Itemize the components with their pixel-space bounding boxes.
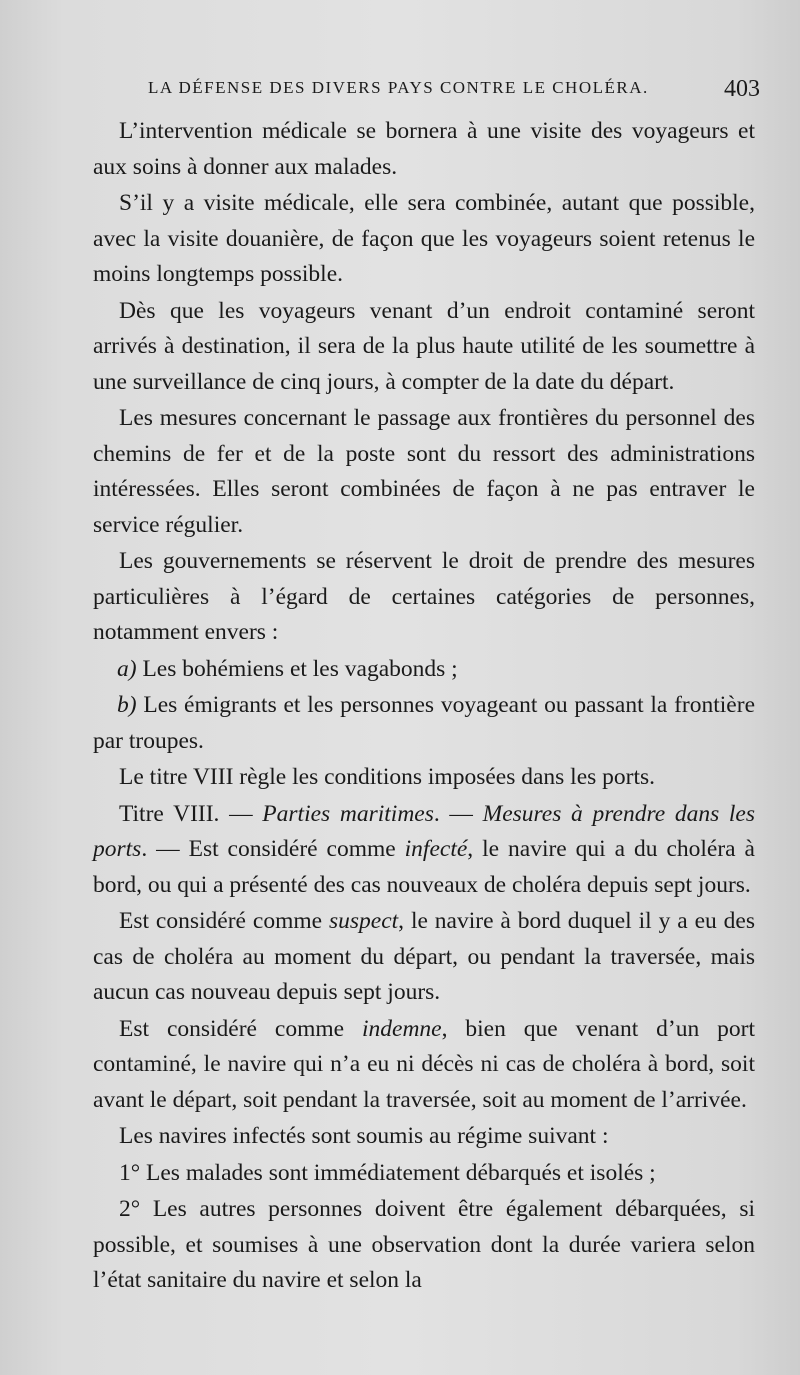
- paragraph-regle-2: 2° Les autres personnes doivent être également débarquées, si possible, et soumises à une observation dont la durée variera selon l’état sanitaire du navire et selon la: [93, 1196, 755, 1293]
- text-segment: . — Est considéré comme: [141, 836, 405, 862]
- text-segment: Est considéré comme: [119, 908, 329, 934]
- paragraph-navire-suspect: [93, 904, 755, 1011]
- list-item-a: [93, 652, 755, 688]
- text-segment: , bien que venant d’un port contaminé, le navire qui n’a eu ni décès ni cas de choléra à bord, soit avant le départ, soit pendant la traversée, soit au moment de l’arrivée.: [93, 1015, 755, 1113]
- paragraph-navire-infecte: [93, 797, 755, 904]
- list-text-b: Les émigrants et les personnes voyageant ou passant la frontière par troupes.: [93, 692, 755, 754]
- running-title: LA DÉFENSE DES DIVERS PAYS CONTRE LE CHOLÉRA.: [148, 78, 649, 97]
- body-text: [93, 114, 755, 1299]
- list-text-a: Les bohémiens et les vagabonds ;: [136, 655, 458, 682]
- text-segment: , le navire à bord duquel il y a eu des cas de choléra au moment du départ, ou pendant la traversée, mais aucun cas nouveau depuis sept jours.: [93, 908, 755, 1005]
- paragraph-regime-suivant: Les navires infectés sont soumis au régime suivant :: [119, 1123, 609, 1149]
- paragraph-navire-indemne: [93, 1012, 755, 1119]
- italic-segment: suspect: [328, 908, 399, 934]
- text-segment: , le navire qui a du choléra à bord, ou qui a présenté des cas nouveaux de choléra depuis sept jours.: [93, 836, 755, 898]
- italic-segment: Mesures à prendre dans les ports: [93, 800, 756, 862]
- paragraph-visite-douaniere: S’il y a visite médicale, elle sera combinée, autant que possible, avec la visite douanière, de façon que les voyageurs soient retenus le moins longtemps possible.: [93, 190, 755, 287]
- list-item-b: [93, 688, 755, 759]
- paragraph-titre-viii-intro: Le titre VIII règle les conditions imposées dans les ports.: [119, 764, 656, 790]
- page-number: 403: [724, 76, 760, 102]
- italic-segment: indemne: [361, 1015, 442, 1042]
- paragraph-visite-medicale: L’intervention médicale se bornera à une visite des voyageurs et aux soins à donner aux malades.: [93, 118, 755, 180]
- italic-segment: Parties maritimes: [262, 800, 434, 827]
- text-segment: Est considéré comme: [119, 1015, 362, 1042]
- paragraph-surveillance: Dès que les voyageurs venant d’un endroit contaminé seront arrivés à destination, il sera de la plus haute utilité de les soumettre à une surveillance de cinq jours, à compter de la date du départ.: [93, 297, 755, 395]
- page-header: [148, 76, 760, 106]
- paragraph-regle-1: 1° Les malades sont immédiatement débarqués et isolés ;: [119, 1159, 656, 1186]
- paragraph-personnel-frontieres: Les mesures concernant le passage aux frontières du personnel des chemins de fer et de la poste sont du ressort des administrations intéressées. Elles seront combinées de façon à ne pas entraver le service régulier.: [93, 405, 755, 538]
- list-marker-a: a): [117, 655, 137, 682]
- list-marker-b: b): [117, 692, 137, 718]
- italic-segment: infecté: [404, 836, 468, 862]
- paragraph-mesures-particulieres: Les gouvernements se réservent le droit de prendre des mesures particulières à l’égard de certaines catégories de personnes, notamment envers :: [93, 548, 755, 645]
- text-segment: . —: [433, 800, 483, 827]
- text-segment: Titre VIII. —: [119, 800, 263, 827]
